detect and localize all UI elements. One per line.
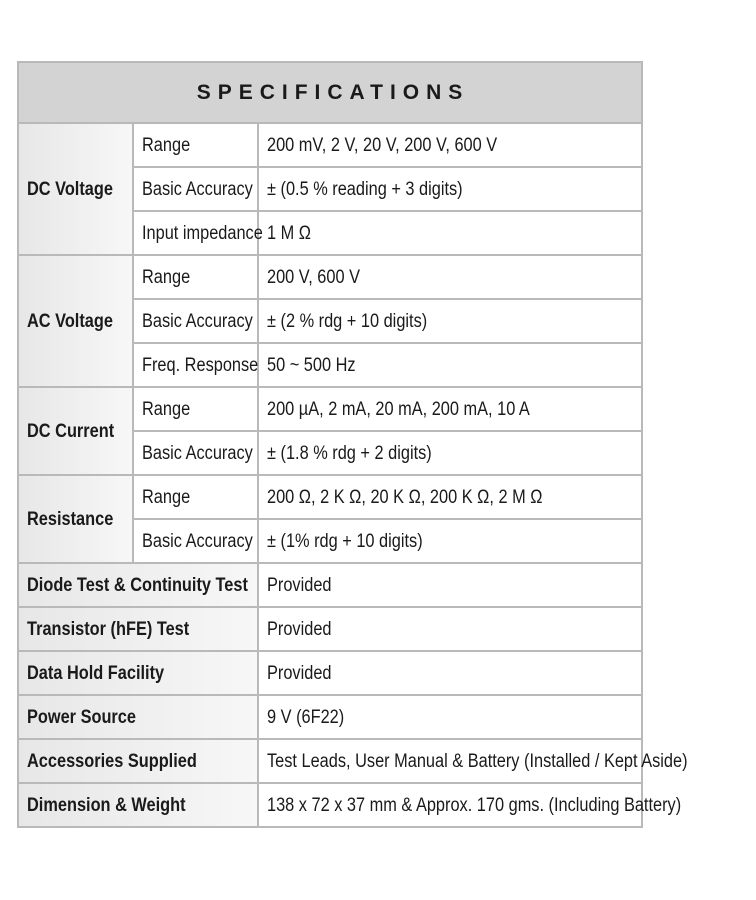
param-value: ± (1% rdg + 10 digits)	[258, 519, 642, 563]
param-label: Range	[133, 123, 258, 167]
feature-label: Accessories Supplied	[18, 739, 258, 783]
feature-value: 9 V (6F22)	[258, 695, 642, 739]
param-value: 200 µA, 2 mA, 20 mA, 200 mA, 10 A	[258, 387, 642, 431]
table-row	[18, 607, 642, 651]
param-label: Range	[133, 387, 258, 431]
param-value: 1 M Ω	[258, 211, 642, 255]
table-title: SPECIFICATIONS	[18, 62, 642, 123]
param-value: ± (1.8 % rdg + 2 digits)	[258, 431, 642, 475]
feature-label: Diode Test & Continuity Test	[18, 563, 258, 607]
feature-value: Provided	[258, 607, 642, 651]
table-row	[18, 475, 642, 519]
table-header-row	[18, 62, 642, 123]
category-resistance: Resistance	[18, 475, 133, 563]
table-row	[18, 739, 642, 783]
table-row	[18, 563, 642, 607]
param-label: Basic Accuracy	[133, 431, 258, 475]
param-label: Basic Accuracy	[133, 167, 258, 211]
param-value: 50 ~ 500 Hz	[258, 343, 642, 387]
feature-label: Data Hold Facility	[18, 651, 258, 695]
param-value: 200 mV, 2 V, 20 V, 200 V, 600 V	[258, 123, 642, 167]
param-value: 200 Ω, 2 K Ω, 20 K Ω, 200 K Ω, 2 M Ω	[258, 475, 642, 519]
category-ac-voltage: AC Voltage	[18, 255, 133, 387]
table-row	[18, 255, 642, 299]
feature-label: Power Source	[18, 695, 258, 739]
param-value: ± (2 % rdg + 10 digits)	[258, 299, 642, 343]
feature-label: Dimension & Weight	[18, 783, 258, 827]
feature-value: 138 x 72 x 37 mm & Approx. 170 gms. (Including Battery)	[258, 783, 642, 827]
feature-value: Provided	[258, 651, 642, 695]
table-row	[18, 783, 642, 827]
param-label: Range	[133, 255, 258, 299]
param-label: Basic Accuracy	[133, 519, 258, 563]
feature-value: Test Leads, User Manual & Battery (Installed / Kept Aside)	[258, 739, 642, 783]
category-dc-current: DC Current	[18, 387, 133, 475]
param-label: Freq. Response	[133, 343, 258, 387]
category-dc-voltage: DC Voltage	[18, 123, 133, 255]
param-label: Basic Accuracy	[133, 299, 258, 343]
param-value: 200 V, 600 V	[258, 255, 642, 299]
table-row	[18, 651, 642, 695]
table-row	[18, 123, 642, 167]
table-row	[18, 695, 642, 739]
param-label: Range	[133, 475, 258, 519]
param-value: ± (0.5 % reading + 3 digits)	[258, 167, 642, 211]
param-label: Input impedance	[133, 211, 258, 255]
table-row	[18, 387, 642, 431]
specifications-table	[17, 61, 688, 828]
feature-value: Provided	[258, 563, 642, 607]
feature-label: Transistor (hFE) Test	[18, 607, 258, 651]
